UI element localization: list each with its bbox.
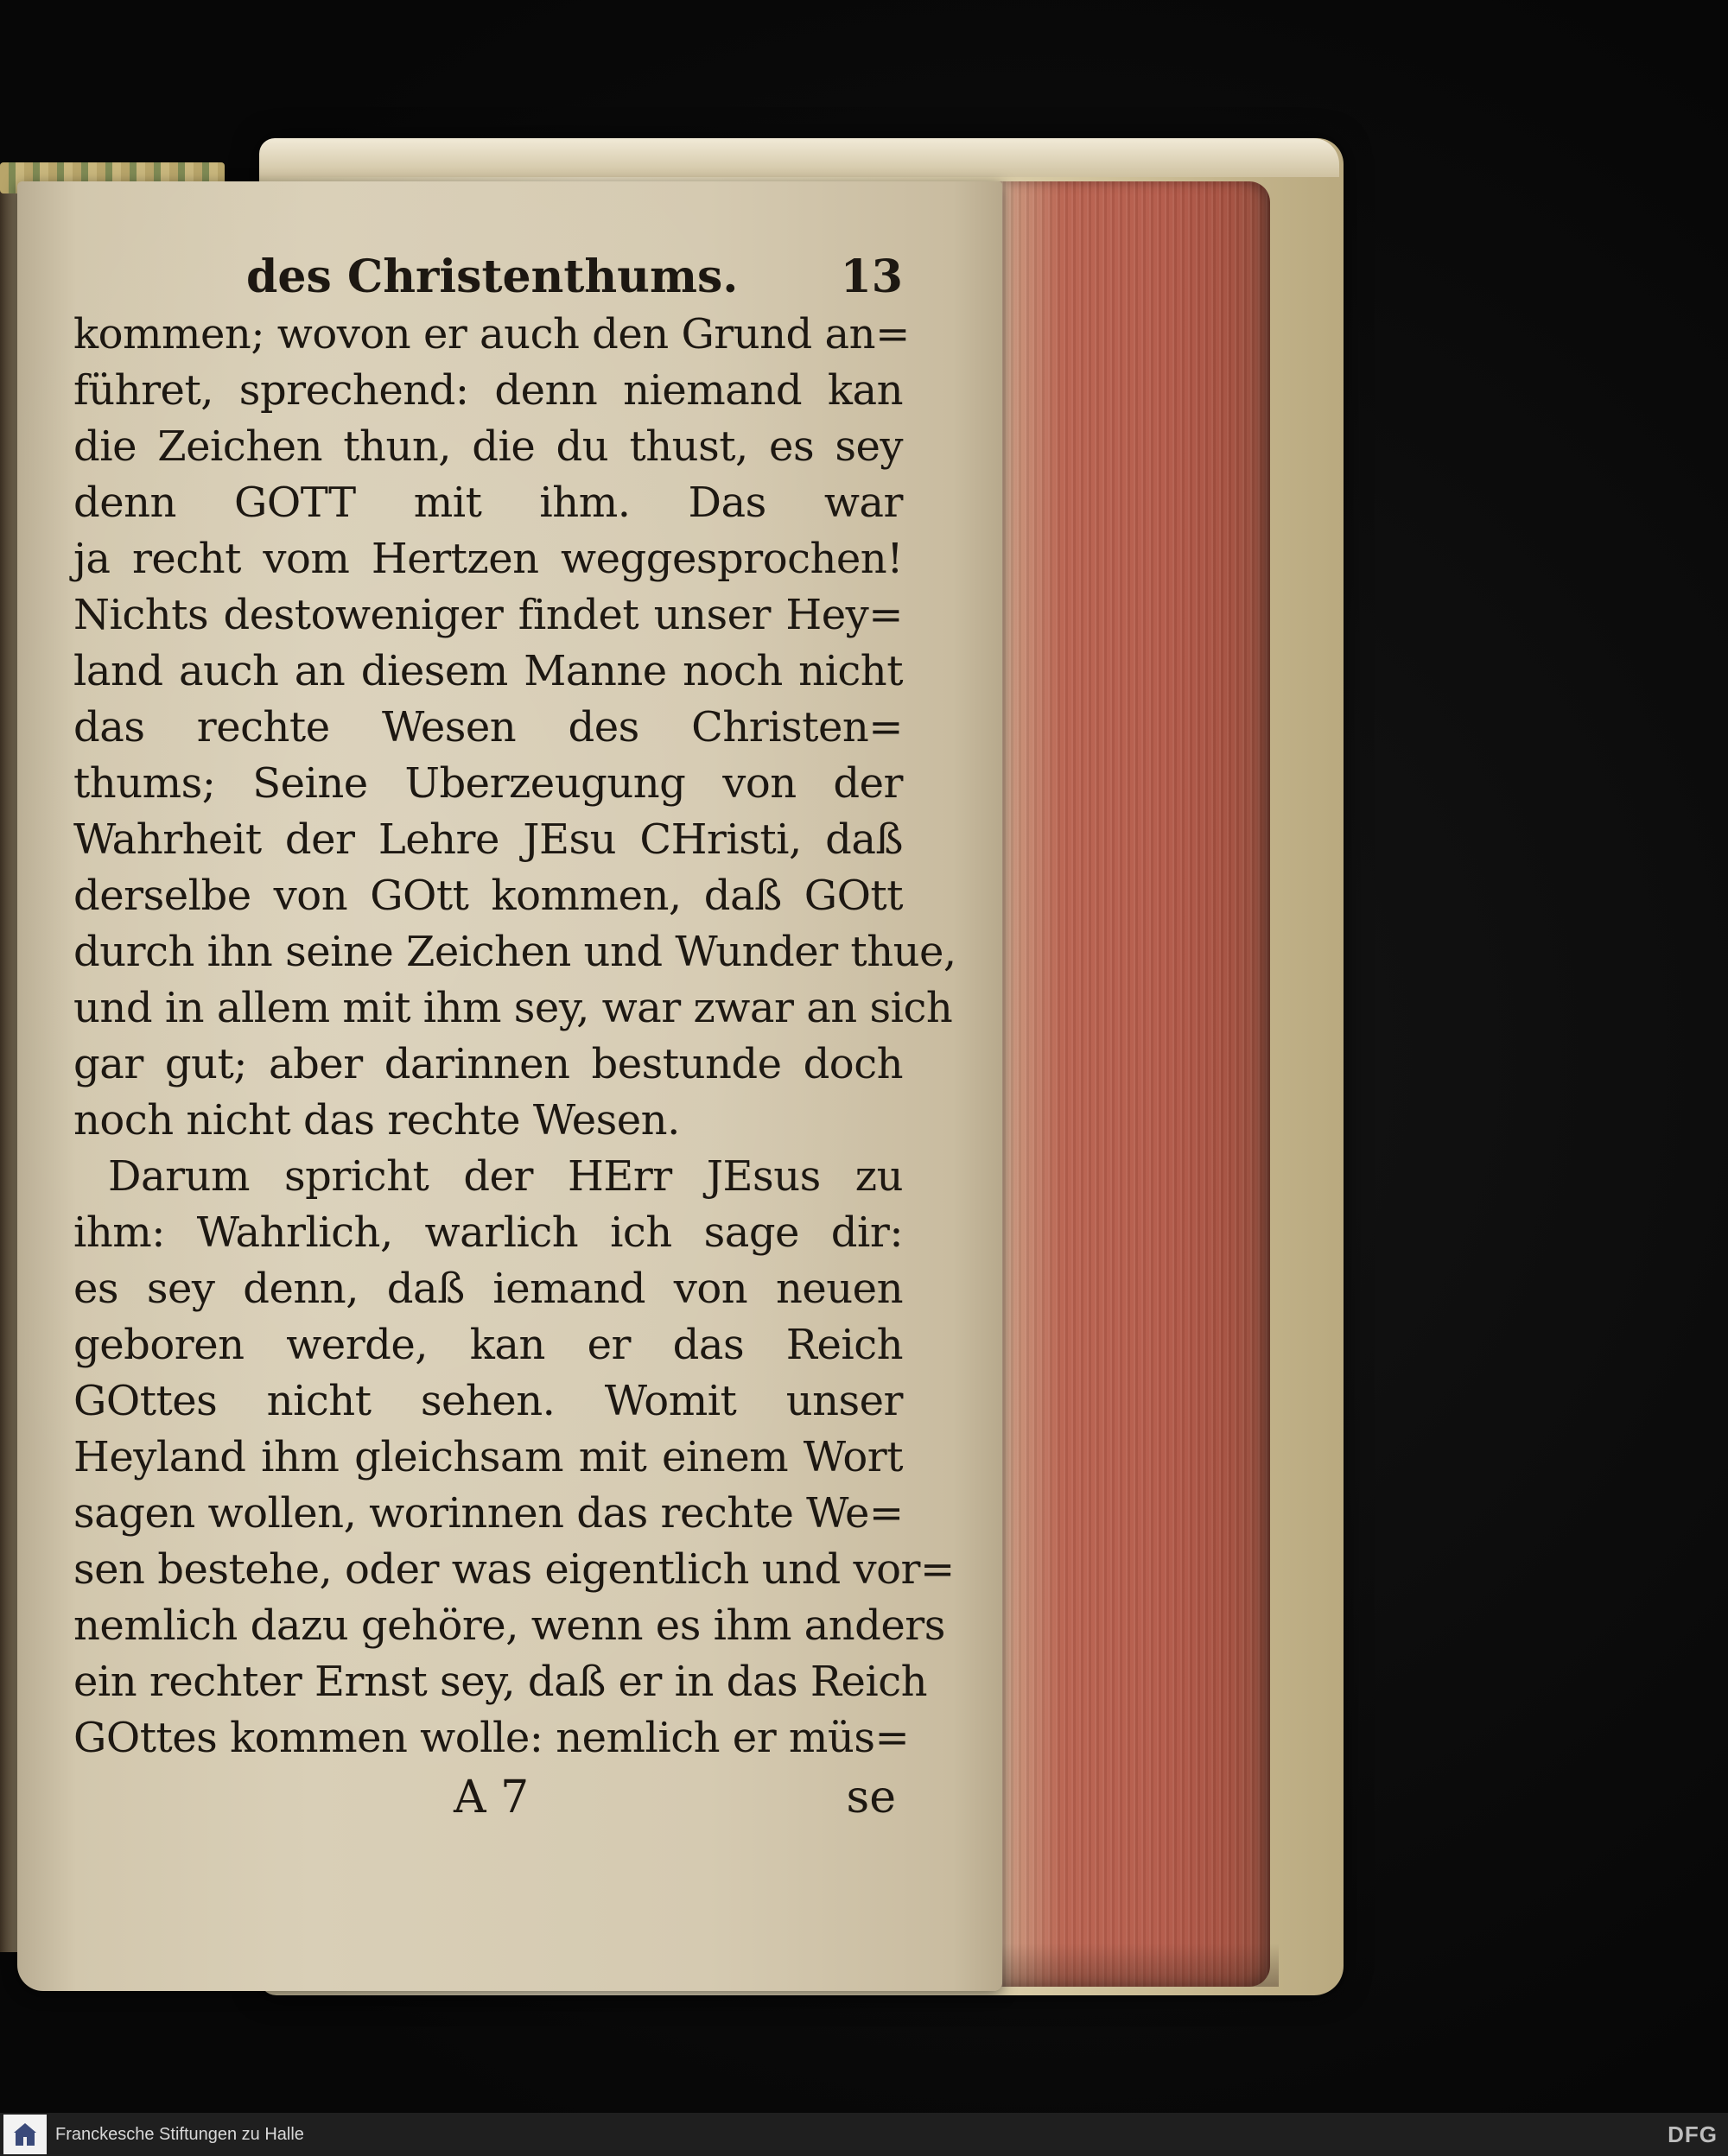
- dfg-logo[interactable]: DFG: [1668, 2121, 1718, 2147]
- text-line: derselbe von GOtt kommen, daß GOtt: [73, 872, 903, 920]
- page-header: [73, 250, 903, 303]
- viewer-footer-bar: [0, 2113, 1728, 2156]
- text-line: noch nicht das rechte Wesen.: [73, 1096, 680, 1145]
- text-line: Heyland ihm gleichsam mit einem Wort: [73, 1433, 903, 1481]
- catchword: se: [846, 1772, 896, 1823]
- page-edges: [994, 181, 1270, 1987]
- text-line: denn GOTT mit ihm. Das war: [73, 479, 903, 527]
- text-line: ein rechter Ernst sey, daß er in das Reich: [73, 1658, 928, 1706]
- signature-mark: A 7: [454, 1772, 530, 1823]
- text-line: führet, sprechend: denn niemand kan: [73, 366, 903, 415]
- text-line: sen bestehe, oder was eigentlich und vor=: [73, 1545, 955, 1594]
- text-line: gar gut; aber darinnen bestunde doch: [73, 1040, 903, 1088]
- institution-name[interactable]: Franckesche Stiftungen zu Halle: [55, 2124, 304, 2144]
- page-number: 13: [840, 250, 903, 303]
- text-line: Nichts destoweniger findet unser Hey=: [73, 591, 903, 639]
- text-line: land auch an diesem Manne noch nicht: [73, 647, 903, 695]
- text-line: ihm: Wahrlich, warlich ich sage dir:: [73, 1208, 903, 1257]
- text-block: [73, 250, 956, 1823]
- text-line: geboren werde, kan er das Reich: [73, 1321, 903, 1369]
- page-footer: [73, 1772, 903, 1823]
- text-line: Wahrheit der Lehre JEsu CHristi, daß: [73, 815, 903, 864]
- text-line: GOttes kommen wolle: nemlich er müs=: [73, 1714, 910, 1762]
- institution-logo-icon: [3, 2115, 47, 2154]
- text-line: sagen wollen, worinnen das rechte We=: [73, 1489, 904, 1538]
- text-line: thums; Seine Uberzeugung von der: [73, 759, 903, 808]
- book-page: [17, 181, 1002, 1991]
- text-line: nemlich dazu gehöre, wenn es ihm anders: [73, 1601, 945, 1650]
- text-line: ja recht vom Hertzen weggesprochen!: [73, 535, 903, 583]
- text-line: kommen; wovon er auch den Grund an=: [73, 310, 910, 358]
- text-line: die Zeichen thun, die du thust, es sey: [73, 422, 903, 471]
- text-line: das rechte Wesen des Christen=: [73, 703, 903, 751]
- cover-top-edge: [259, 138, 1339, 177]
- text-line: durch ihn seine Zeichen und Wunder thue,: [73, 928, 956, 976]
- page-edges-shadow: [1002, 1944, 1279, 1987]
- text-line: Darum spricht der HErr JEsus zu: [108, 1152, 903, 1201]
- text-line: und in allem mit ihm sey, war zwar an sich: [73, 984, 953, 1032]
- running-head: des Christenthums.: [246, 250, 739, 303]
- text-line: es sey denn, daß iemand von neuen: [73, 1265, 903, 1313]
- text-line: GOttes nicht sehen. Womit unser: [73, 1377, 903, 1425]
